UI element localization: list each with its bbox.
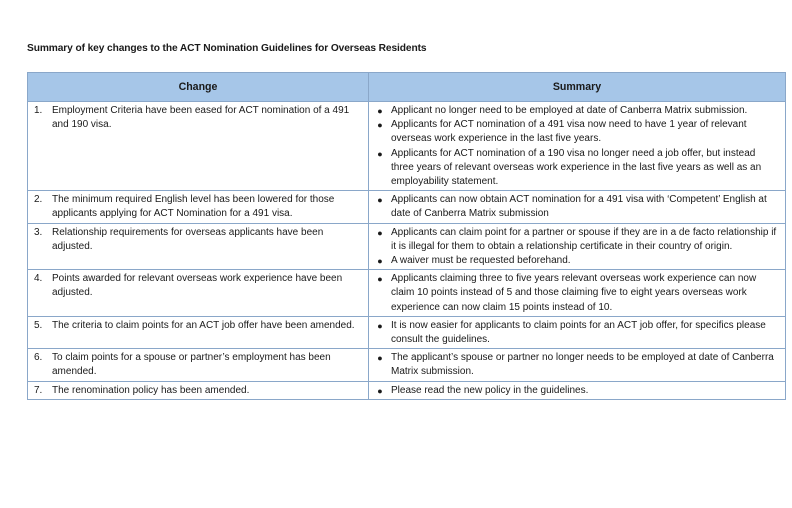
summary-bullet: ● Applicants claiming three to five years relevant overseas work experience can now claim 10 points instead of 5 and those claiming five to eight years overseas work experience can now claim 15 points instead of 10.	[369, 272, 779, 315]
change-text: The renomination policy has been amended.	[52, 384, 250, 396]
summary-bullet: ● The applicant’s spouse or partner no longer needs to be employed at date of Canberra Matrix submission.	[369, 351, 779, 379]
table-row	[28, 270, 786, 317]
document-title: Summary of key changes to the ACT Nomination Guidelines for Overseas Residents	[27, 43, 427, 54]
row-number: 5.	[34, 319, 43, 331]
change-cell	[28, 316, 369, 348]
summary-bullet: ● Applicant no longer need to be employed at date of Canberra Matrix submission.	[369, 104, 779, 118]
bullet-text: Applicants can claim point for a partner or spouse if they are in a de facto relationship if it is illegal for them to obtain a relationship certificate in their country of origin.	[391, 226, 777, 252]
summary-cell	[369, 316, 786, 348]
change-cell	[28, 223, 369, 270]
bullet-text: Applicants can now obtain ACT nomination for a 491 visa with ‘Competent’ English at date of Canberra Matrix submission	[391, 194, 767, 220]
summary-bullet: ● Applicants for ACT nomination of a 491 visa now need to have 1 year of relevant overseas work experience in the last five years.	[369, 118, 779, 146]
change-cell	[28, 102, 369, 191]
bullet-text: Please read the new policy in the guidelines.	[391, 384, 589, 396]
summary-bullet: ● Applicants can now obtain ACT nomination for a 491 visa with ‘Competent’ English at date of Canberra Matrix submission	[369, 193, 779, 221]
column-header-change: Change	[28, 73, 369, 102]
bullet-text: A waiver must be requested beforehand.	[391, 255, 571, 267]
row-number: 4.	[34, 273, 43, 285]
changes-table	[27, 72, 786, 400]
table-row	[28, 381, 786, 399]
summary-bullet: ● Applicants for ACT nomination of a 190 visa no longer need a job offer, but instead three years of relevant overseas work experience in the last five years as well as an employability statement.	[369, 147, 779, 190]
row-number: 1.	[34, 105, 43, 116]
change-cell	[28, 270, 369, 317]
summary-cell	[369, 102, 786, 191]
row-number: 2.	[34, 194, 43, 206]
row-number: 6.	[34, 352, 43, 364]
bullet-text: The applicant’s spouse or partner no longer needs to be employed at date of Canberra Matrix submission.	[391, 352, 774, 378]
table-row	[28, 223, 786, 270]
change-text: The minimum required English level has been lowered for those applicants applying for ACT Nomination for a 491 visa.	[52, 194, 335, 220]
change-text: Employment Criteria have been eased for ACT nomination of a 491 and 190 visa.	[52, 105, 350, 131]
change-text: Points awarded for relevant overseas work experience have been adjusted.	[52, 273, 343, 299]
bullet-text: Applicants claiming three to five years relevant overseas work experience can now claim 10 points instead of 5 and those claiming five to eight years overseas work experience can now claim 15 points instead of 10.	[391, 273, 757, 313]
summary-cell	[369, 381, 786, 399]
summary-bullet: ● A waiver must be requested beforehand.	[369, 254, 779, 268]
table-row	[28, 191, 786, 223]
summary-bullet: ● It is now easier for applicants to claim points for an ACT job offer, for specifics please consult the guidelines.	[369, 319, 779, 347]
summary-cell	[369, 191, 786, 223]
bullet-text: Applicant no longer need to be employed at date of Canberra Matrix submission.	[391, 105, 748, 116]
summary-bullet: ● Applicants can claim point for a partner or spouse if they are in a de facto relationship if it is illegal for them to obtain a relationship certificate in their country of origin.	[369, 226, 779, 254]
bullet-text: It is now easier for applicants to claim points for an ACT job offer, for specifics please consult the guidelines.	[391, 319, 766, 346]
change-text: To claim points for a spouse or partner’s employment has been amended.	[52, 352, 331, 378]
table-row	[28, 102, 786, 191]
change-text: Relationship requirements for overseas applicants have been adjusted.	[52, 226, 324, 252]
row-number: 7.	[34, 384, 43, 396]
table-row	[28, 316, 786, 348]
column-header-summary: Summary	[369, 73, 786, 102]
row-number: 3.	[34, 226, 43, 238]
summary-cell	[369, 270, 786, 317]
change-cell	[28, 191, 369, 223]
change-text: The criteria to claim points for an ACT job offer have been amended.	[52, 319, 355, 331]
change-cell	[28, 349, 369, 381]
summary-cell	[369, 349, 786, 381]
bullet-text: Applicants for ACT nomination of a 491 visa now need to have 1 year of relevant overseas work experience in the last five years.	[391, 119, 747, 145]
summary-bullet: ● Please read the new policy in the guidelines.	[369, 384, 779, 398]
change-cell	[28, 381, 369, 399]
header-row	[28, 73, 786, 102]
summary-cell	[369, 223, 786, 270]
table-row	[28, 349, 786, 381]
bullet-text: Applicants for ACT nomination of a 190 visa no longer need a job offer, but instead three years of relevant overseas work experience in the last five years as well as an employability statement.	[391, 147, 762, 188]
